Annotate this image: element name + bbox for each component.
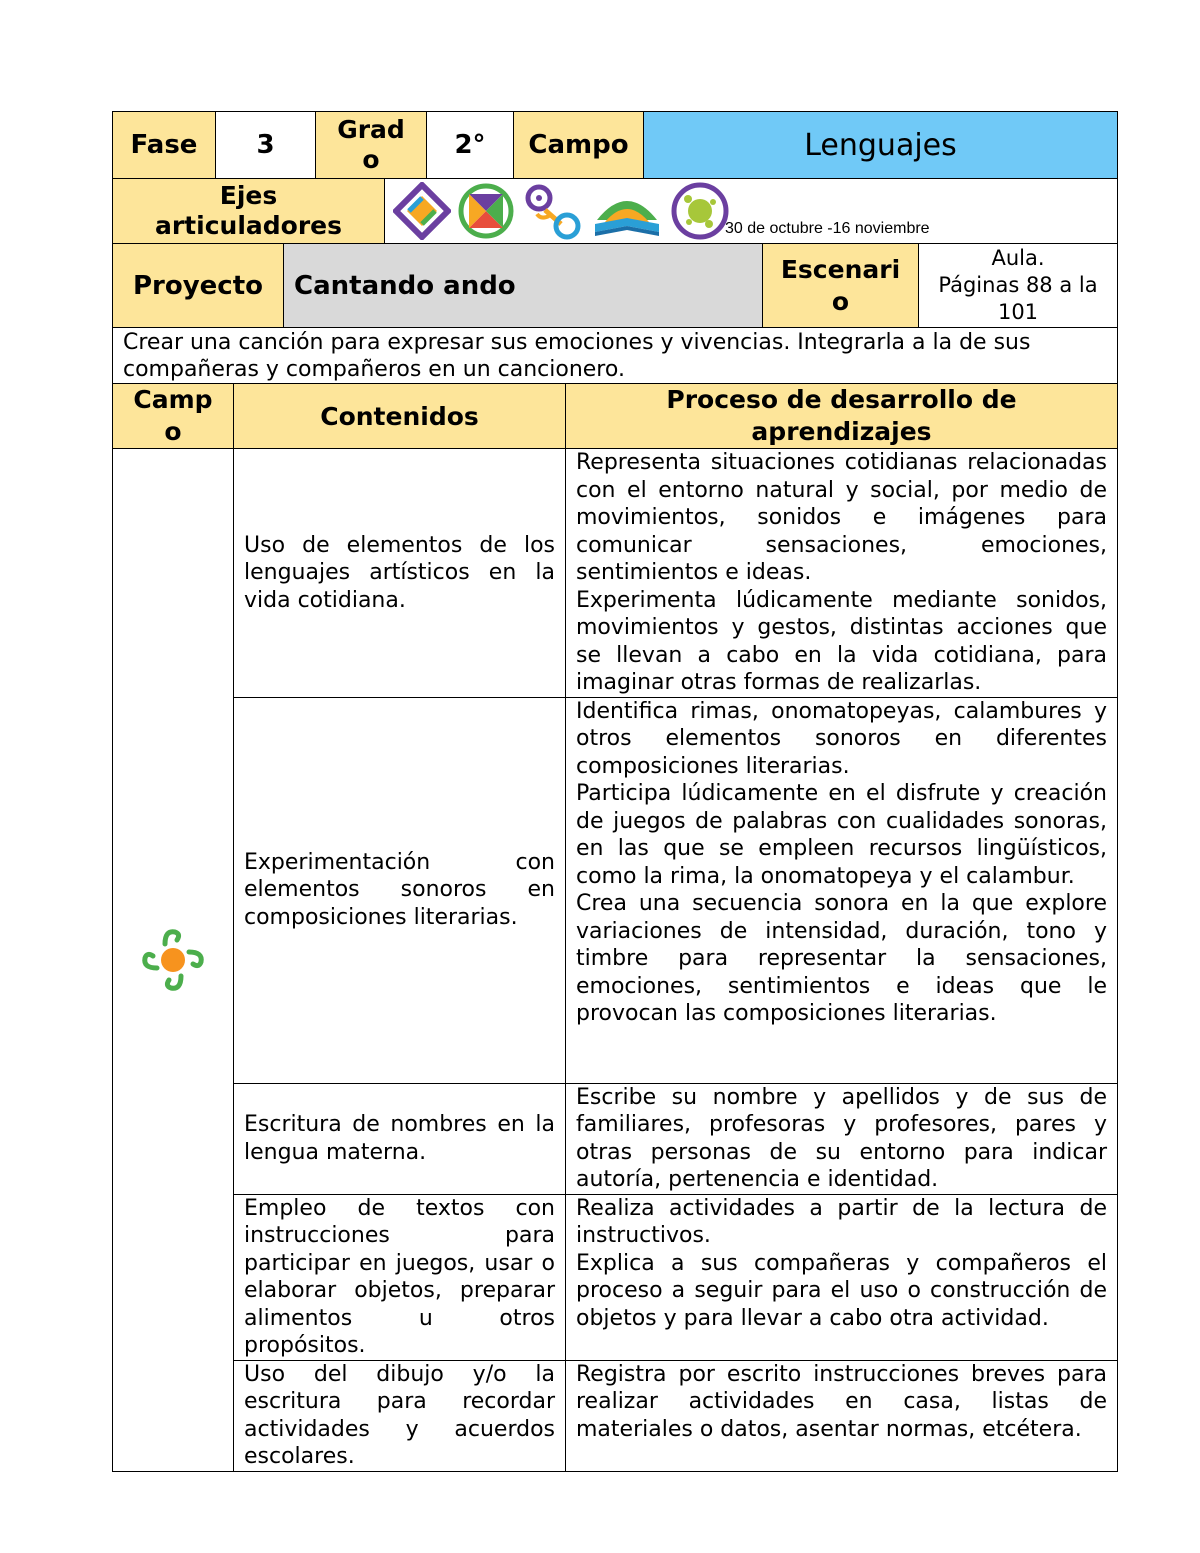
proceso-cell: Representa situaciones cotidianas relacionadas con el entorno natural y social, por medio de movimientos, sonidos e imágenes para comunicar sensaciones, emociones, sentimientos e ideas. Experimenta lúdicamente mediante sonidos, movimientos y gestos, distintas acciones que se llevan a cabo en la vida cotidiana, para imaginar otras formas de realizarlas. bbox=[566, 449, 1118, 698]
campo-label: Campo bbox=[514, 112, 644, 179]
descripcion-text: Crear una canción para expresar sus emociones y vivencias. Integrarla a la de sus compañeras y compañeros en un cancionero. bbox=[113, 328, 1118, 384]
contenido-cell: Escritura de nombres en la lengua materna. bbox=[234, 1083, 566, 1194]
date-range: 30 de octubre -16 noviembre bbox=[725, 220, 930, 237]
grado-value: 2° bbox=[427, 112, 514, 179]
splash-circle-icon bbox=[669, 180, 731, 242]
lenguajes-swirl-icon bbox=[135, 922, 211, 998]
proceso-cell: Escribe su nombre y apellidos y de sus de familiares, profesoras y profesores, pares y otras personas de su entorno para indicar autoría, pertenencia e identidad. bbox=[566, 1083, 1118, 1194]
contenido-cell: Uso de elementos de los lenguajes artísticos en la vida cotidiana. bbox=[234, 449, 566, 698]
table-row bbox=[113, 697, 1118, 1083]
descripcion-table bbox=[112, 327, 1118, 384]
hourglass-circle-icon bbox=[457, 182, 515, 240]
table-header-row bbox=[113, 384, 1118, 449]
header-table bbox=[112, 111, 1118, 179]
contenido-cell: Empleo de textos con instrucciones para participar en juegos, usar o elaborar objetos, preparar alimentos u otros propósitos. bbox=[234, 1194, 566, 1360]
col-proceso-header: Proceso de desarrollo de aprendizajes bbox=[566, 384, 1118, 449]
table-row bbox=[113, 1360, 1118, 1471]
table-row bbox=[113, 1083, 1118, 1194]
grado-label: Grad o bbox=[316, 112, 427, 179]
ejes-label: Ejes articuladores bbox=[113, 179, 385, 244]
fase-label: Fase bbox=[113, 112, 216, 179]
proceso-cell: Registra por escrito instrucciones breves para realizar actividades en casa, listas de materiales o datos, asentar normas, etcétera. bbox=[566, 1360, 1118, 1471]
campo-icon-cell bbox=[113, 449, 234, 1472]
ejes-table bbox=[112, 178, 1118, 244]
rainbow-book-icon bbox=[591, 182, 663, 240]
contenido-cell: Experimentación con elementos sonoros en composiciones literarias. bbox=[234, 697, 566, 1083]
proyecto-label: Proyecto bbox=[113, 244, 284, 328]
col-contenidos-header: Contenidos bbox=[234, 384, 566, 449]
gear-link-icon bbox=[521, 182, 585, 240]
escenario-label: Escenari o bbox=[763, 244, 919, 328]
fase-value: 3 bbox=[216, 112, 316, 179]
proyecto-table bbox=[112, 243, 1118, 328]
table-row bbox=[113, 1194, 1118, 1360]
table-row bbox=[113, 449, 1118, 698]
contenido-cell: Uso del dibujo y/o la escritura para recordar actividades y acuerdos escolares. bbox=[234, 1360, 566, 1471]
proceso-cell: Realiza actividades a partir de la lectura de instructivos. Explica a sus compañeras y compañeros el proceso a seguir para el uso o construcción de objetos y para llevar a cabo otra actividad. bbox=[566, 1194, 1118, 1360]
proyecto-value: Cantando ando bbox=[284, 244, 763, 328]
proceso-cell: Identifica rimas, onomatopeyas, calambures y otros elementos sonoros en diferentes composiciones literarias. Participa lúdicamente en el disfrute y creación de juegos de palabras con cualidades sonoras, en las que se empleen recursos lingüísticos, como la rima, la onomatopeya y el calambur. Crea una secuencia sonora en la que explore variaciones de intensidad, duración, tono y timbre para representar la sensaciones, emociones, sentimientos e ideas que le provocan las composiciones literarias. bbox=[566, 697, 1118, 1083]
campo-value: Lenguajes bbox=[644, 112, 1118, 179]
col-campo-header: Camp o bbox=[113, 384, 234, 449]
contenidos-table bbox=[112, 383, 1118, 1472]
diamond-knot-icon bbox=[393, 182, 451, 240]
escenario-value: Aula. Páginas 88 a la 101 bbox=[919, 244, 1118, 328]
